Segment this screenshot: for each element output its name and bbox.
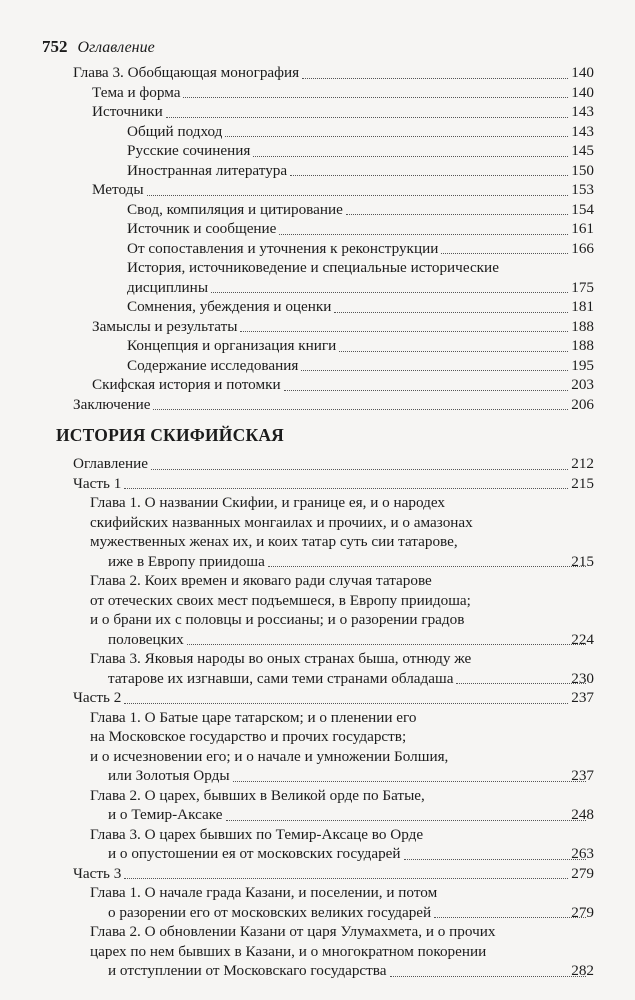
toc-chapter-entry[interactable] [0,883,635,922]
toc-page-number: 143 [571,103,594,120]
leader-dots [233,781,587,782]
toc-page-number: 237 [571,767,594,784]
toc-chapter-entry[interactable] [0,922,635,981]
toc-page-number: 212 [571,455,594,472]
toc-entry-text: Общий подход [127,122,223,140]
toc-page-number: 224 [571,630,594,648]
toc-entry-text: Оглавление [73,455,149,472]
leader-dots [183,97,568,98]
leader-dots [124,488,568,489]
toc-page-number: 145 [571,142,594,159]
toc-page-number: 188 [571,337,594,354]
toc-page-number: 206 [571,395,594,413]
leader-dots [284,390,569,391]
toc-page-number: 263 [571,845,594,862]
toc-entry[interactable] [0,180,635,200]
toc-entry-text: Заключение [73,395,151,413]
leader-dots [151,469,568,470]
leader-dots [334,312,568,313]
leader-dots [302,78,568,79]
table-of-contents [0,63,635,981]
toc-entry-text: Глава 3. Обобщающая монография [73,64,300,81]
toc-entry-text: Концепция и организация книги [127,337,337,354]
leader-dots [441,253,568,254]
toc-part-entry[interactable] [0,864,635,884]
toc-chapter-entry[interactable] [0,649,635,688]
toc-entry[interactable] [0,161,635,181]
toc-page-number: 150 [571,161,594,179]
leader-dots [253,156,568,157]
leader-dots [187,644,586,645]
toc-chapter-entry[interactable] [0,825,635,864]
toc-entry-text: Сомнения, убеждения и оценки [127,298,332,315]
toc-entry-text: Источник и сообщение [127,220,277,237]
running-header [42,37,155,58]
toc-entry-text: История, источниковедение и специальные исторические [127,259,499,276]
toc-entry[interactable] [0,141,635,161]
toc-page-number: 175 [571,278,594,296]
page-number: 752 [42,37,68,56]
toc-entry[interactable] [0,258,635,278]
section-heading: ИСТОРИЯ СКИФИЙСКАЯ [56,425,285,445]
toc-entry[interactable] [0,278,635,298]
toc-chapter-entry[interactable] [0,571,635,649]
toc-entry-text: Содержание исследования [127,356,299,374]
leader-dots [404,859,587,860]
toc-entry-text: Глава 3. О царех бывших по Темир-Аксаце во Орде и о опустошении ея от московских государей [90,825,424,862]
toc-entry-text: Глава 1. О Батые царе татарском; и о пленении его на Московское государство и прочих государств; и о исчезновении его; и о начале и умножении Болшия, или Золотыя Орды [90,708,449,784]
leader-dots [456,683,586,684]
leader-dots [124,878,568,879]
toc-entry-text: Свод, компиляция и цитирование [127,200,343,218]
leader-dots [390,976,587,977]
toc-entry[interactable] [0,297,635,317]
leader-dots [346,214,568,215]
toc-entry-text: Глава 1. О названии Скифии, и границе ея, и о народех скифийских названных монгаилах и прочиих, и о амазонах мужественных женах их, и коих татар суть сии татарове, иже в Европу приидоша [90,494,473,570]
leader-dots [339,351,568,352]
toc-entry-text: Русские сочинения [127,142,251,159]
leader-dots [268,566,586,567]
toc-entry-text: дисциплины [127,278,209,296]
toc-entry[interactable] [0,219,635,239]
toc-page-number: 248 [571,806,594,823]
leader-dots [147,195,569,196]
toc-page-number: 143 [571,122,594,140]
toc-entry-text: Тема и форма [92,83,181,101]
toc-entry-text: Глава 2. О царех, бывших в Великой орде по Батые, и о Темир-Аксаке [90,786,425,823]
toc-page-number: 140 [571,64,594,81]
toc-entry[interactable] [0,336,635,356]
toc-entry-text: Замыслы и результаты [92,317,238,335]
leader-dots [301,370,568,371]
toc-page-number: 161 [571,220,594,237]
toc-entry-text: От сопоставления и уточнения к реконструкции [127,239,439,257]
toc-entry-text: Иностранная литература [127,161,288,179]
leader-dots [166,117,568,118]
toc-page-number: 237 [571,689,594,706]
header-title: Оглавление [77,39,155,56]
toc-page-number: 153 [571,181,594,198]
toc-chapter-entry[interactable] [0,493,635,571]
toc-page-number: 188 [571,317,594,335]
toc-entry-text: Источники [92,103,163,120]
toc-page-number: 195 [571,356,594,374]
toc-entry[interactable] [0,200,635,220]
toc-page-number: 230 [571,669,594,687]
toc-part-entry[interactable] [0,688,635,708]
toc-page-number: 140 [571,83,594,101]
toc-entry[interactable] [0,102,635,122]
toc-entry-text: Скифская история и потомки [92,376,281,393]
toc-entry[interactable] [0,239,635,259]
toc-entry[interactable] [0,122,635,142]
toc-entry-text: Глава 1. О начале града Казани, и поселении, и потом о разорении его от московских великих государей [90,884,438,921]
toc-page-number: 215 [571,552,594,570]
toc-page-number: 154 [571,200,594,218]
toc-part-entry[interactable] [0,454,635,474]
toc-part-entry[interactable] [0,474,635,494]
leader-dots [290,175,568,176]
toc-entry-text: Часть 2 [73,689,122,706]
toc-entry-text: Часть 3 [73,864,122,882]
leader-dots [153,409,568,410]
toc-chapter-entry[interactable] [0,786,635,825]
leader-dots [434,917,586,918]
leader-dots [226,820,587,821]
toc-entry[interactable] [0,375,635,395]
toc-chapter-entry[interactable] [0,708,635,786]
toc-page-number: 279 [571,903,594,921]
toc-entry-text: Методы [92,181,144,198]
toc-entry[interactable] [0,356,635,376]
leader-dots [279,234,568,235]
leader-dots [211,292,568,293]
toc-entry-text: Глава 2. Коих времен и яковаго ради случая татарове от отеческих своих мест подъемшеся, в Европу приидоша; и о брани их с половцы и россианы; и о разорении градов половецких [90,572,471,648]
toc-page-number: 203 [571,376,594,393]
leader-dots [225,136,568,137]
leader-dots [124,703,568,704]
leader-dots [240,331,568,332]
toc-entry[interactable] [0,83,635,103]
toc-page-number: 215 [571,474,594,492]
toc-entry-text: Глава 2. О обновлении Казани от царя Улумахмета, и о прочих царех по нем бывших в Казани, и о многократном покорении и отступлении от Московскаго государства [90,923,496,979]
toc-page-number: 282 [571,962,594,979]
toc-page-number: 181 [571,298,594,315]
toc-entry-text: Часть 1 [73,474,122,492]
toc-entry[interactable] [0,395,635,415]
toc-entry[interactable] [0,63,635,83]
toc-entry[interactable] [0,317,635,337]
toc-page-number: 166 [571,239,594,257]
toc-page-number: 279 [571,864,594,882]
toc-entry-text: Глава 3. Яковыя народы во оных странах быша, отнюду же татарове их изгнавши, сами теми странами обладаша [90,650,472,687]
